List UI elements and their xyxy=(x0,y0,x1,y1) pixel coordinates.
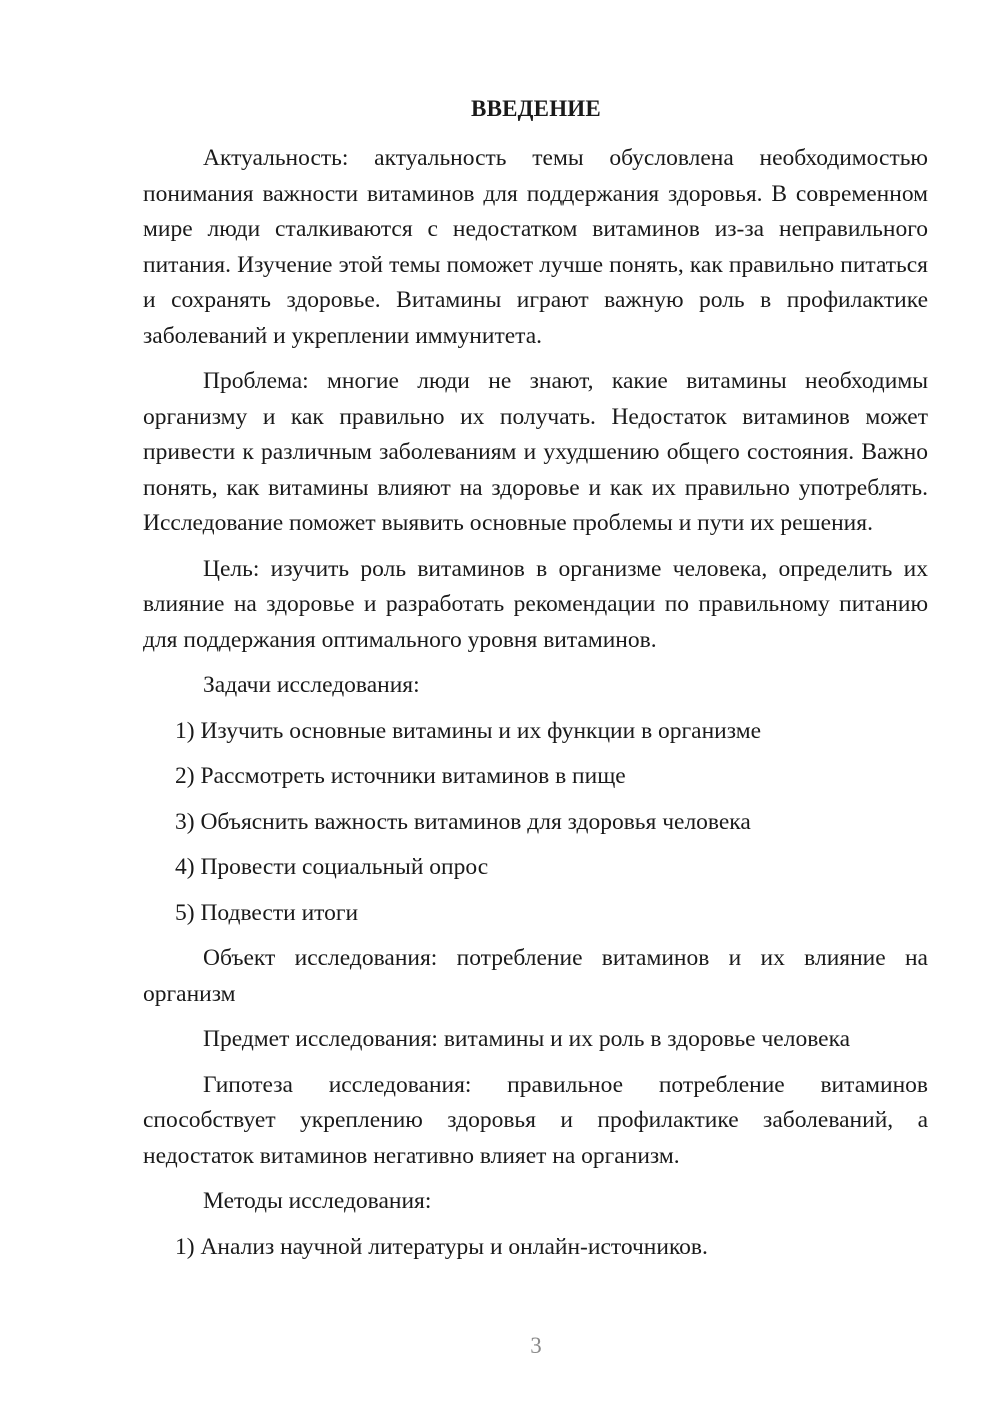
methods-heading: Методы исследования: xyxy=(203,1188,432,1214)
list-item: 5) Подвести итоги xyxy=(175,899,359,926)
object-paragraph: Объект исследования: потребление витаминов и их влияние на организм xyxy=(143,945,928,1007)
problem-paragraph: Проблема: многие люди не знают, какие витамины необходимы организму и как правильно их получать. Недостаток витаминов может привести к различным заболеваниям и ухудшению общего состояния. Важно понять, как витамины влияют на здоровье и как их правильно употреблять. Исследование поможет выявить основные проблемы и пути их решения. xyxy=(143,368,928,536)
list-item: 3) Объяснить важность витаминов для здоровья человека xyxy=(175,808,751,835)
list-item: 2) Рассмотреть источники витаминов в пище xyxy=(175,763,626,789)
relevance-paragraph: Актуальность: актуальность темы обусловлена необходимостью понимания важности витаминов для поддержания здоровья. В современном мире люди сталкиваются с недостатком витаминов из-за неправильного питания. Изучение этой темы поможет лучше понять, как правильно питаться и сохранять здоровье. Витамины играют важную роль в профилактике заболеваний и укреплении иммунитета. xyxy=(143,145,928,349)
hypothesis-paragraph: Гипотеза исследования: правильное потребление витаминов способствует укреплению здоровья и профилактике заболеваний, а недостаток витаминов негативно влияет на организм. xyxy=(143,1071,928,1169)
page-number: 3 xyxy=(530,1333,542,1358)
list-item: 1) Анализ научной литературы и онлайн-источников. xyxy=(175,1233,708,1260)
list-item: 1) Изучить основные витамины и их функции в организме xyxy=(175,717,762,744)
page-title: ВВЕДЕНИЕ xyxy=(471,96,601,121)
goal-paragraph: Цель: изучить роль витаминов в организме человека, определить их влияние на здоровье и разработать рекомендации по правильному питанию для поддержания оптимального уровня витаминов. xyxy=(143,555,928,653)
document-body xyxy=(143,141,928,1275)
tasks-heading: Задачи исследования: xyxy=(203,672,420,698)
list-item: 4) Провести социальный опрос xyxy=(175,854,489,880)
subject-paragraph: Предмет исследования: витамины и их роль в здоровье человека xyxy=(203,1026,851,1052)
tasks-list xyxy=(143,714,928,932)
methods-list xyxy=(143,1230,928,1266)
